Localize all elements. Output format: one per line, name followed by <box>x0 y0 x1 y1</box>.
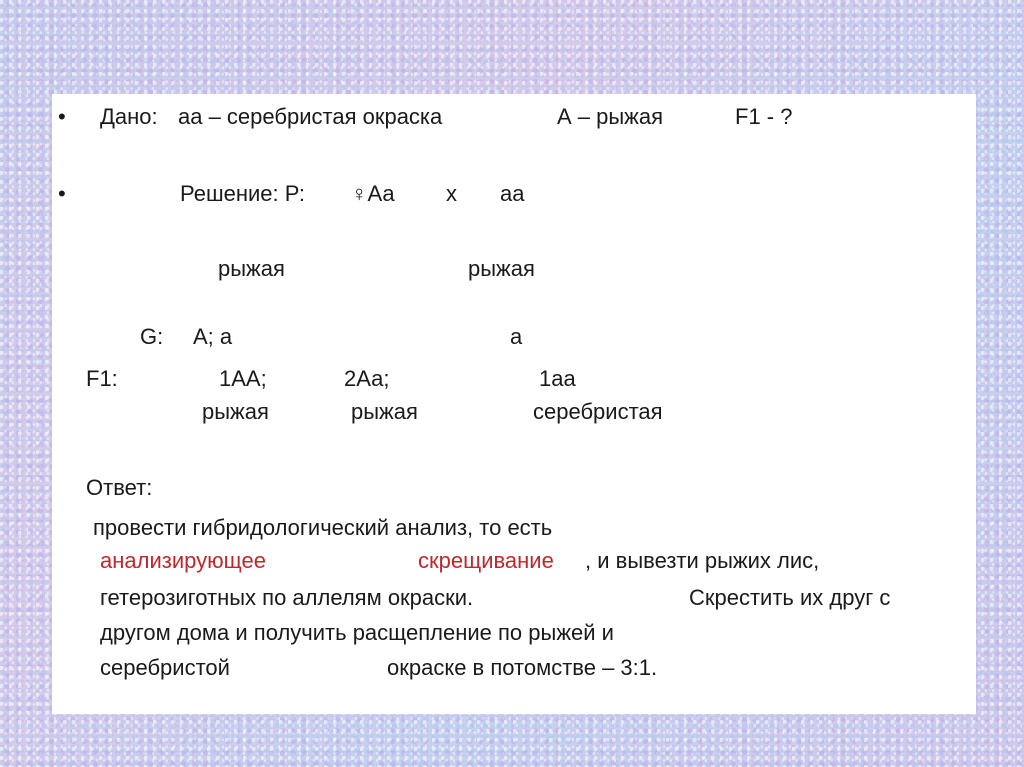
answer-line-1: провести гибридологический анализ, то есть <box>93 515 553 540</box>
given-question: F1 - ? <box>735 104 793 129</box>
solution-male-phenotype: рыжая <box>468 256 535 281</box>
answer-highlight-cross: скрещивание <box>418 548 554 573</box>
f1-phenotype-1: рыжая <box>202 399 269 424</box>
answer-line-4: другом дома и получить расщепление по рыжей и <box>100 620 614 645</box>
f1-label: F1: <box>86 366 118 391</box>
f1-genotype-Aa: 2Аа; <box>344 366 390 391</box>
f1-genotype-aa: 1аа <box>539 366 576 391</box>
f1-phenotype-2: рыжая <box>351 399 418 424</box>
answer-line-5-part-1: серебристой <box>100 655 230 680</box>
answer-highlight-analyzing: анализирующее <box>100 548 266 573</box>
given-aa-trait: аа – серебристая окраска <box>178 104 443 129</box>
answer-line-5-part-2: окраске в потомстве – 3:1. <box>387 655 658 680</box>
given-A-trait: А – рыжая <box>557 104 664 129</box>
solution-label: Решение: Р: <box>180 181 306 206</box>
gametes-male: а <box>510 324 523 349</box>
solution-female-genotype: ♀Аа <box>351 181 395 206</box>
given-label: Дано: <box>100 104 158 129</box>
gametes-label: G: <box>140 324 164 349</box>
answer-line-3-part-1: гетерозиготных по аллелям окраски. <box>100 585 474 610</box>
answer-label: Ответ: <box>86 475 153 500</box>
solution-female-phenotype: рыжая <box>218 256 285 281</box>
gametes-female: А; а <box>193 324 233 349</box>
f1-genotype-AA: 1АА; <box>219 366 267 391</box>
solution-cross-sign: х <box>446 181 457 206</box>
bullet-solution: • <box>58 181 66 206</box>
f1-phenotype-3: серебристая <box>533 399 663 424</box>
bullet-given: • <box>58 104 66 129</box>
answer-line-2-rest: , и вывезти рыжих лис, <box>585 548 820 573</box>
answer-line-3-part-2: Скрестить их друг с <box>689 585 891 610</box>
solution-male-genotype: аа <box>500 181 525 206</box>
